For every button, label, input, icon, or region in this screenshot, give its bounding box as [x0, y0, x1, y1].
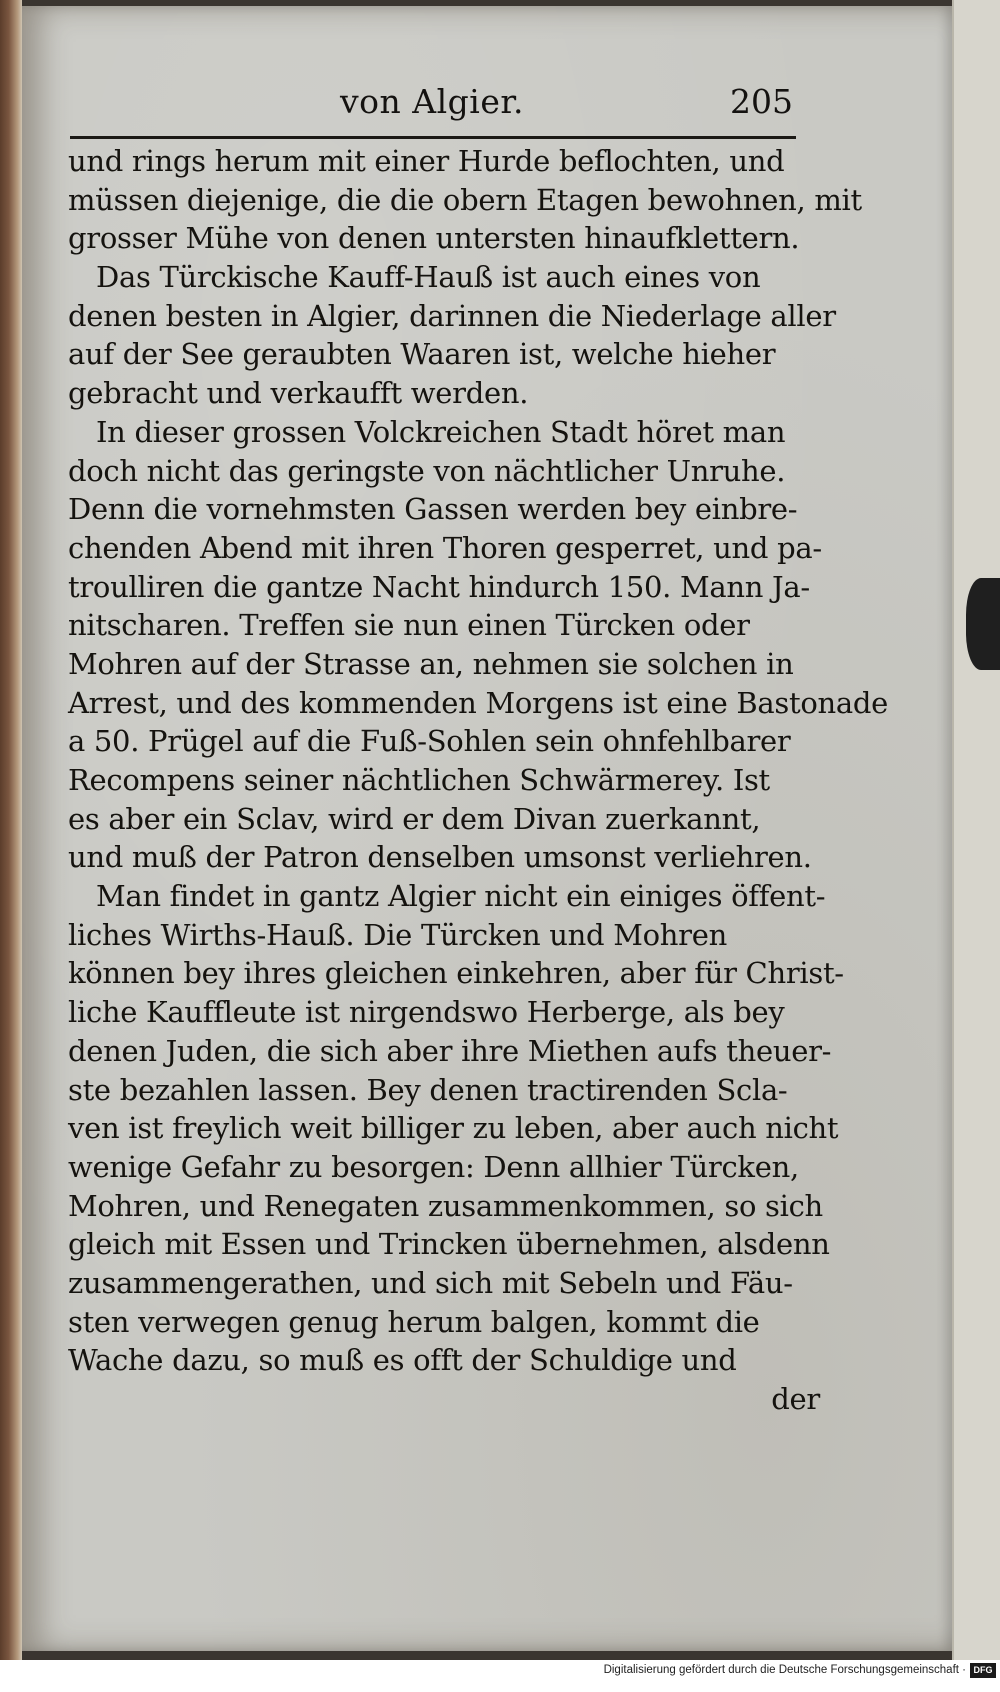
text-line: Denn die vornehmsten Gassen werden bey einbre- — [68, 492, 798, 527]
body-text — [68, 142, 888, 1419]
running-head — [95, 82, 795, 132]
text-line: sten verwegen genug herum balgen, kommt die — [68, 1304, 760, 1339]
paragraph-start-line: Man findet in gantz Algier nicht ein einiges öffent- — [96, 879, 826, 914]
dfg-logo: DFG — [970, 1663, 996, 1678]
text-line: denen Juden, die sich aber ihre Miethen aufs theuer- — [68, 1033, 832, 1068]
text-line: Wache dazu, so muß es offt der Schuldige und — [68, 1343, 737, 1378]
catchword: der — [771, 1382, 820, 1416]
text-line: Arrest, und des kommenden Morgens ist eine Bastonade — [68, 685, 888, 720]
text-line: a 50. Prügel auf die Fuß-Sohlen sein ohnfehlbarer — [68, 724, 791, 759]
text-line: denen besten in Algier, darinnen die Niederlage aller — [68, 298, 836, 333]
text-line: zusammengerathen, und sich mit Sebeln und Fäu- — [68, 1265, 793, 1300]
digitization-credit: Digitalisierung gefördert durch die Deutsche Forschungsgemeinschaft · — [603, 1664, 966, 1676]
text-line: doch nicht das geringste von nächtlicher Unruhe. — [68, 453, 786, 488]
text-line: liches Wirths-Hauß. Die Türcken und Mohren — [68, 917, 727, 952]
text-line: es aber ein Sclav, wird er dem Divan zuerkannt, — [68, 801, 761, 836]
text-line: ste bezahlen lassen. Bey denen tractirenden Scla- — [68, 1072, 788, 1107]
page-fore-edge — [952, 0, 1000, 1660]
text-line: Mohren, und Renegaten zusammenkommen, so sich — [68, 1188, 823, 1223]
header-rule — [70, 136, 796, 139]
text-line: Mohren auf der Strasse an, nehmen sie solchen in — [68, 646, 794, 681]
paragraph-start-line: In dieser grossen Volckreichen Stadt höret man — [96, 414, 786, 449]
text-line: können bey ihres gleichen einkehren, aber für Christ- — [68, 956, 844, 991]
paragraph-start-line: Das Türckische Kauff-Hauß ist auch eines von — [96, 260, 761, 295]
text-line: gebracht und verkaufft werden. — [68, 376, 529, 411]
text-line: wenige Gefahr zu besorgen: Denn allhier Türcken, — [68, 1149, 799, 1184]
text-line: müssen diejenige, die die obern Etagen bewohnen, mit — [68, 182, 862, 217]
text-line: troulliren die gantze Nacht hindurch 150. Mann Ja- — [68, 569, 810, 604]
text-line: auf der See geraubten Waaren ist, welche hieher — [68, 337, 776, 372]
text-line: liche Kauffleute ist nirgendswo Herberge, als bey — [68, 995, 785, 1030]
book-binding-edge — [0, 0, 22, 1660]
page-number: 205 — [730, 82, 793, 121]
text-line: und rings herum mit einer Hurde beflochten, und — [68, 144, 785, 178]
text-line: ven ist freylich weit billiger zu leben, aber auch nicht — [68, 1111, 839, 1146]
text-line: nitscharen. Treffen sie nun einen Türcken oder — [68, 608, 750, 643]
page-clip — [966, 578, 1000, 670]
text-line: Recompens seiner nächtlichen Schwärmerey. Ist — [68, 763, 770, 797]
text-line: gleich mit Essen und Trincken übernehmen, alsdenn — [68, 1227, 830, 1262]
text-line: grosser Mühe von denen untersten hinaufklettern. — [68, 221, 800, 256]
text-line: und muß der Patron denselben umsonst verliehren. — [68, 840, 812, 875]
running-title: von Algier. — [340, 82, 524, 121]
text-line: chenden Abend mit ihren Thoren gesperret, und pa- — [68, 530, 822, 565]
